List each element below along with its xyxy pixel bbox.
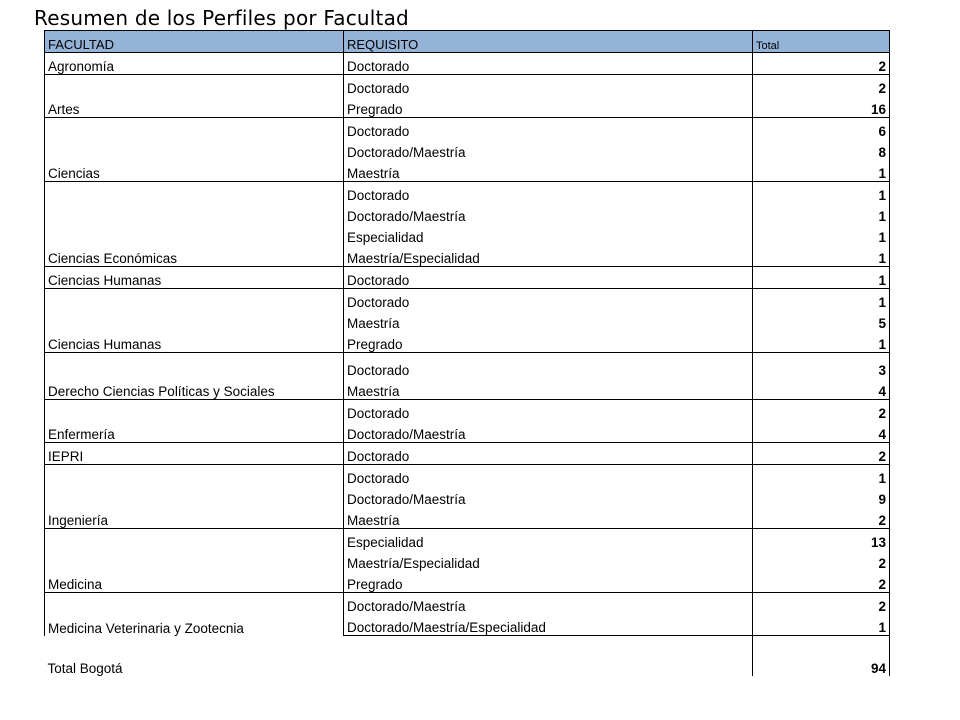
facultad-cell: IEPRI: [45, 443, 344, 465]
grand-total-spacer: [344, 636, 753, 677]
facultad-cell: Ciencias Humanas: [45, 289, 344, 353]
requisito-cell: Doctorado: [344, 400, 753, 422]
table-row: [45, 465, 890, 487]
table-row: [45, 182, 890, 204]
grand-total-row: [45, 636, 890, 677]
total-cell: 1: [753, 267, 890, 289]
total-cell: 2: [753, 75, 890, 97]
total-cell: 2: [753, 571, 890, 593]
requisito-cell: Maestría/Especialidad: [344, 550, 753, 571]
facultad-cell: Artes: [45, 75, 344, 118]
header-total: Total: [753, 31, 890, 53]
requisito-cell: Doctorado: [344, 353, 753, 379]
requisito-cell: Maestría: [344, 507, 753, 529]
requisito-cell: Doctorado/Maestría: [344, 203, 753, 224]
total-cell: 1: [753, 160, 890, 182]
requisito-cell: Doctorado: [344, 182, 753, 204]
facultad-cell: Medicina: [45, 529, 344, 593]
total-cell: 1: [753, 289, 890, 311]
table-row: [45, 529, 890, 551]
total-cell: 6: [753, 118, 890, 140]
total-cell: 2: [753, 593, 890, 615]
total-cell: 1: [753, 224, 890, 245]
requisito-cell: Pregrado: [344, 571, 753, 593]
requisito-cell: Doctorado: [344, 289, 753, 311]
total-cell: 2: [753, 507, 890, 529]
page-title: Resumen de los Perfiles por Facultad: [34, 6, 409, 30]
requisito-cell: Especialidad: [344, 224, 753, 245]
requisito-cell: Doctorado: [344, 75, 753, 97]
facultad-cell: Medicina Veterinaria y Zootecnia: [45, 593, 344, 636]
requisito-cell: Maestría/Especialidad: [344, 245, 753, 267]
total-cell: 1: [753, 182, 890, 204]
requisito-cell: Maestría: [344, 160, 753, 182]
requisito-cell: Doctorado/Maestría: [344, 486, 753, 507]
facultad-cell: Ciencias: [45, 118, 344, 182]
requisito-cell: Doctorado/Maestría: [344, 593, 753, 615]
total-cell: 4: [753, 421, 890, 443]
requisito-cell: Doctorado: [344, 267, 753, 289]
requisito-cell: Pregrado: [344, 331, 753, 353]
table-row: [45, 353, 890, 379]
requisito-cell: Doctorado: [344, 118, 753, 140]
table-footer: [45, 636, 890, 677]
requisito-cell: Doctorado/Maestría: [344, 139, 753, 160]
requisito-cell: Doctorado/Maestría: [344, 421, 753, 443]
total-cell: 4: [753, 378, 890, 400]
facultad-cell: Ingeniería: [45, 465, 344, 529]
total-cell: 5: [753, 310, 890, 331]
total-cell: 8: [753, 139, 890, 160]
requisito-cell: Doctorado/Maestría/Especialidad: [344, 614, 753, 636]
facultad-cell: Derecho Ciencias Políticas y Sociales: [45, 353, 344, 400]
requisito-cell: Doctorado: [344, 443, 753, 465]
total-cell: 9: [753, 486, 890, 507]
header-facultad: FACULTAD: [45, 31, 344, 53]
total-cell: 13: [753, 529, 890, 551]
requisito-cell: Pregrado: [344, 96, 753, 118]
header-row: [45, 31, 890, 53]
total-cell: 1: [753, 245, 890, 267]
table-header: [45, 31, 890, 53]
header-requisito: REQUISITO: [344, 31, 753, 53]
total-cell: 2: [753, 443, 890, 465]
total-cell: 1: [753, 465, 890, 487]
requisito-cell: Especialidad: [344, 529, 753, 551]
total-cell: 1: [753, 203, 890, 224]
total-cell: 2: [753, 53, 890, 75]
requisito-cell: Maestría: [344, 378, 753, 400]
table-row: [45, 289, 890, 311]
total-cell: 1: [753, 614, 890, 636]
table-row: [45, 267, 890, 289]
facultad-cell: Ciencias Económicas: [45, 182, 344, 267]
requisito-cell: Maestría: [344, 310, 753, 331]
table-row: [45, 75, 890, 97]
total-cell: 2: [753, 550, 890, 571]
table-row: [45, 443, 890, 465]
table-row: [45, 118, 890, 140]
table-row: [45, 53, 890, 75]
total-cell: 3: [753, 353, 890, 379]
requisito-cell: Doctorado: [344, 53, 753, 75]
table-row: [45, 400, 890, 422]
table-body: [45, 53, 890, 636]
total-cell: 16: [753, 96, 890, 118]
facultad-cell: Ciencias Humanas: [45, 267, 344, 289]
table-row: [45, 593, 890, 615]
summary-table: [44, 30, 890, 676]
total-cell: 1: [753, 331, 890, 353]
total-cell: 2: [753, 400, 890, 422]
facultad-cell: Agronomía: [45, 53, 344, 75]
grand-total-label: Total Bogotá: [47, 661, 123, 676]
facultad-cell: Enfermería: [45, 400, 344, 443]
requisito-cell: Doctorado: [344, 465, 753, 487]
grand-total-value: 94: [753, 636, 890, 677]
